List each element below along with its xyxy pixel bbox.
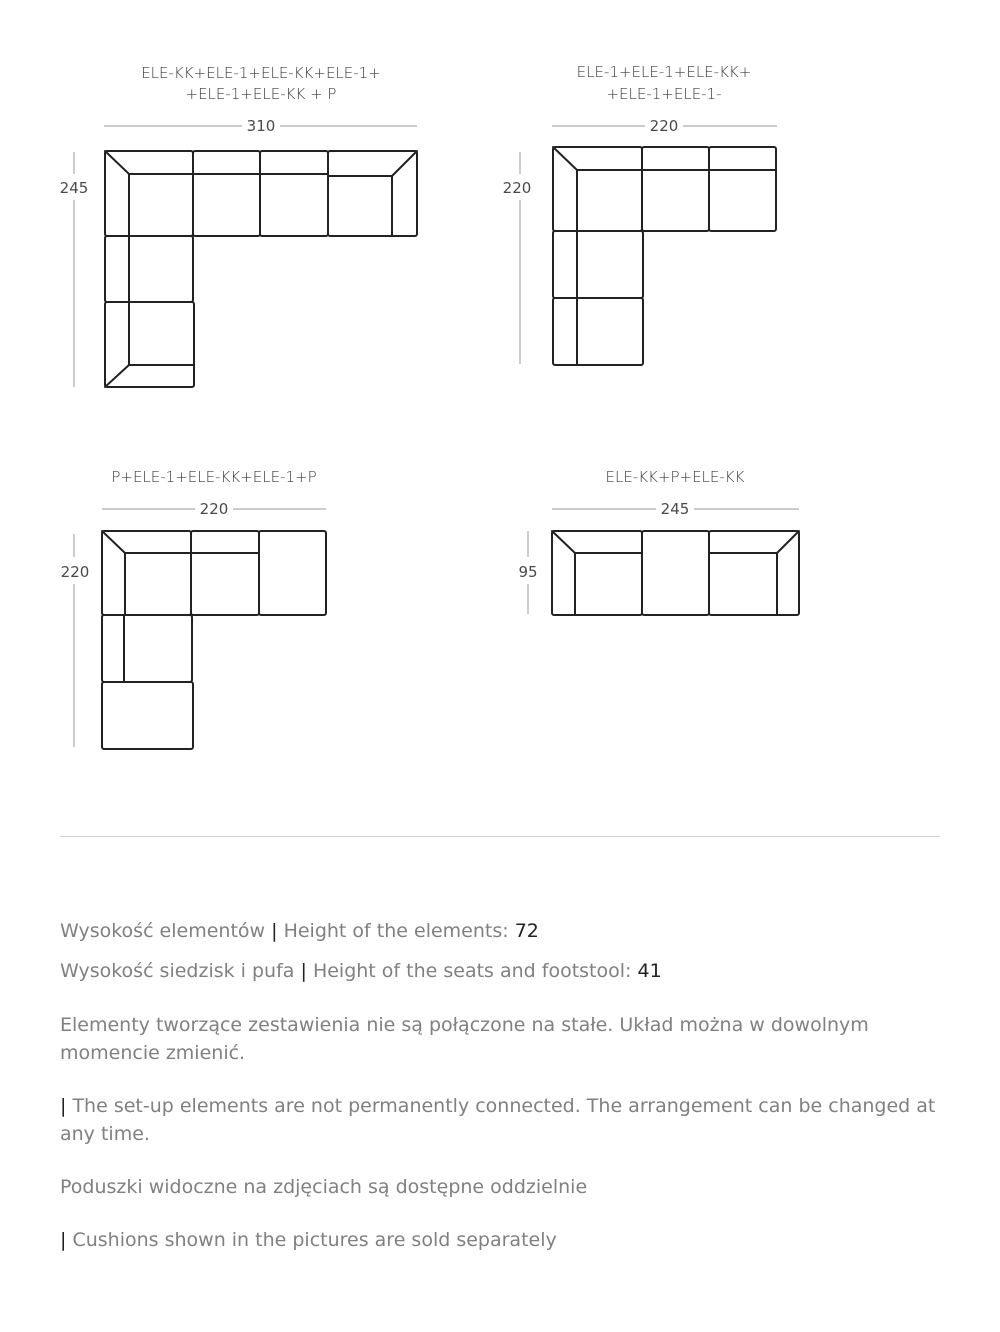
diagram-2-height-label: 220 — [502, 179, 532, 197]
diagram-2-caption-line2: +ELE-1+ELE-1- — [606, 85, 722, 103]
diagram-3-height-label: 220 — [60, 563, 90, 581]
diagram-4-width-label: 245 — [660, 500, 690, 518]
para1-en-line — [60, 1092, 940, 1148]
diagram-2-sofa-outline — [553, 147, 776, 365]
diagram-2-caption-line1: ELE-1+ELE-1+ELE-KK+ — [576, 63, 752, 81]
diagram-3-sofa-outline — [102, 531, 326, 749]
separator-bar: | — [60, 1229, 67, 1251]
separator-bar: | — [300, 960, 307, 982]
para1-pl: Elementy tworzące zestawienia nie są połączone na stałe. Układ można w dowolnym momencie zmienić. — [60, 1014, 869, 1064]
diagram-4-height-label: 95 — [518, 563, 538, 581]
diagram-1-caption-line2: +ELE-1+ELE-KK + P — [185, 85, 337, 103]
para1-en: The set-up elements are not permanently connected. The arrangement can be changed at any time. — [60, 1095, 936, 1145]
diagram-2 — [503, 63, 777, 365]
diagram-1-caption-line1: ELE-KK+ELE-1+ELE-KK+ELE-1+ — [141, 64, 381, 82]
para2-en: Cushions shown in the pictures are sold separately — [72, 1229, 557, 1251]
separator-bar: | — [60, 1095, 67, 1117]
para2-pl: Poduszki widoczne na zdjęciach są dostępne oddzielnie — [60, 1176, 588, 1198]
height-elements-pl: Wysokość elementów — [60, 920, 266, 942]
diagram-1 — [60, 64, 417, 387]
section-divider — [60, 836, 940, 837]
diagram-1-width-label: 310 — [246, 117, 276, 135]
height-elements-line — [60, 917, 940, 945]
separator-bar: | — [271, 920, 278, 942]
height-seats-pl: Wysokość siedzisk i pufa — [60, 960, 295, 982]
diagram-3-width-label: 220 — [199, 500, 229, 518]
diagram-4-caption-line1: ELE-KK+P+ELE-KK — [605, 468, 745, 486]
diagram-3 — [61, 468, 326, 749]
height-elements-value: 72 — [514, 920, 539, 942]
height-seats-line — [60, 957, 940, 985]
diagram-1-sofa-outline — [105, 151, 417, 387]
diagram-2-width-label: 220 — [649, 117, 679, 135]
diagram-4-sofa-outline — [552, 531, 799, 615]
height-seats-value: 41 — [637, 960, 662, 982]
diagram-3-caption-line1: P+ELE-1+ELE-KK+ELE-1+P — [111, 468, 317, 486]
diagram-4 — [518, 468, 799, 615]
height-elements-en: Height of the elements: — [283, 920, 509, 942]
height-seats-en: Height of the seats and footstool: — [312, 960, 632, 982]
para2-en-line — [60, 1226, 940, 1254]
diagram-1-height-label: 245 — [59, 179, 89, 197]
